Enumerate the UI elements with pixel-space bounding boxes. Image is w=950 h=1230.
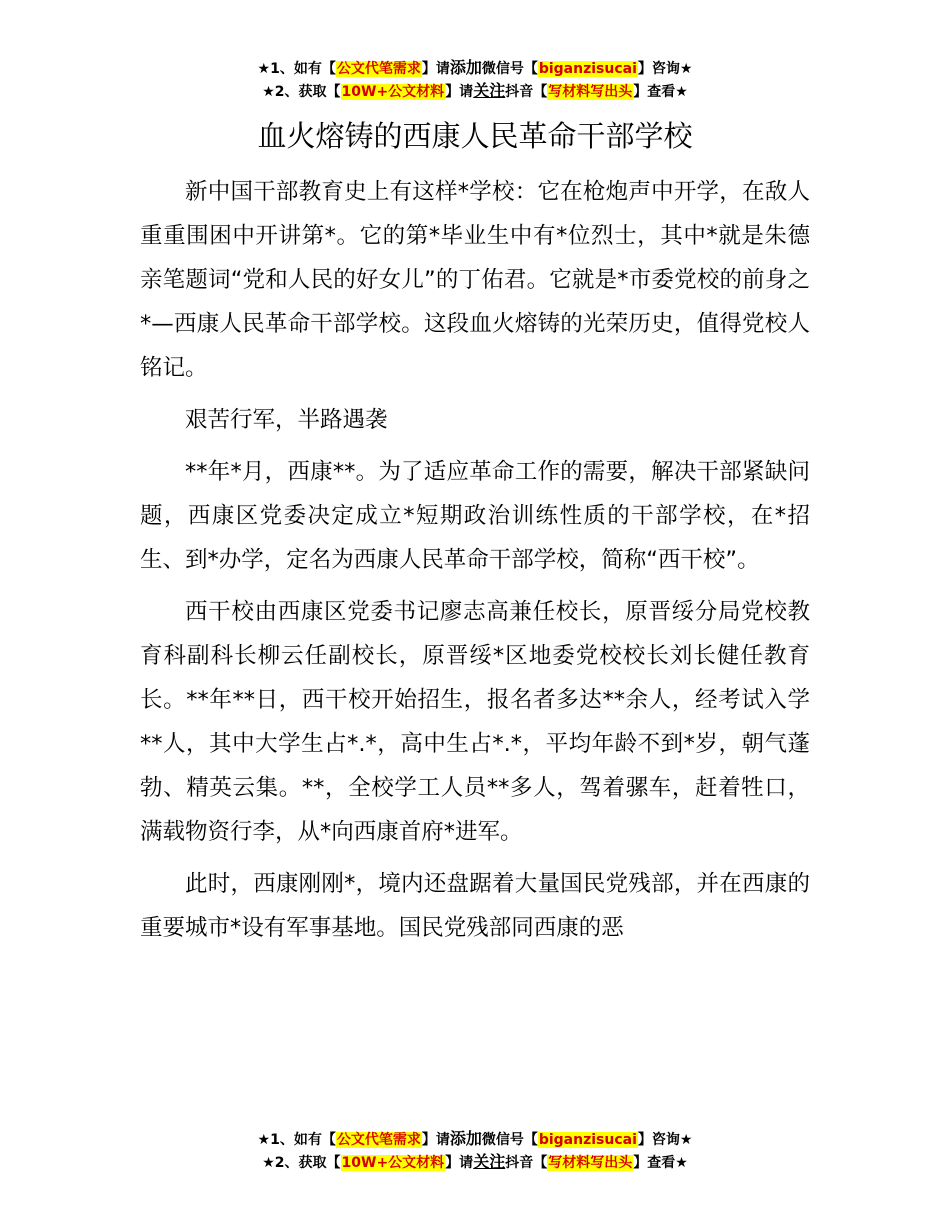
section-heading: 艰苦行军，半路遇袭: [185, 407, 388, 433]
highlight-service: 公文代笔需求: [336, 61, 421, 77]
header-banner: [0, 57, 950, 103]
footer-line-1: ★1、如有【公文代笔需求】请添加微信号【biganzisucai】咨询★: [257, 1129, 693, 1148]
highlight-wechat-id: biganzisucai: [538, 61, 637, 77]
highlight-materials: 10W+公文材料: [341, 84, 445, 100]
banner-line-1: ★1、如有【公文代笔需求】请添加微信号【biganzisucai】咨询★: [257, 58, 693, 77]
paragraph: **年*月，西康**。为了适应革命工作的需要，解决干部紧缺问题，西康区党委决定成立*短期政治训练性质的干部学校，在*招生、到*办学，定名为西康人民革命干部学校，简称“西干校”。: [140, 459, 810, 573]
footer-banner: [0, 1128, 950, 1174]
paragraph: 此时，西康刚刚*，境内还盘踞着大量国民党残部，并在西康的重要城市*设有军事基地。国民党残部同西康的恶: [140, 871, 810, 941]
paragraph: 新中国干部教育史上有这样*学校：它在枪炮声中开学，在敌人重重围困中开讲第*。它的第*毕业生中有*位烈士，其中*就是朱德亲笔题词“党和人民的好女儿”的丁佑君。它就是*市委党校的前身之*—西康人民革命干部学校。这段血火熔铸的光荣历史，值得党校人铭记。: [140, 179, 810, 381]
highlight-douyin: 写材料写出头: [548, 84, 633, 100]
banner-line-2: ★2、获取【10W+公文材料】请关注抖音【写材料写出头】查看★: [262, 81, 688, 100]
paragraph: 西干校由西康区党委书记廖志高兼任校长，原晋绥分局党校教育科副科长柳云任副校长，原晋绥*区地委党校校长刘长健任教育长。**年**日，西干校开始招生，报名者多达**余人，经考试入学**人，其中大学生占*.*，高中生占*.*，平均年龄不到*岁，朝气蓬勃、精英云集。**，全校学工人员**多人，驾着骡车，赶着牲口，满载物资行李，从*向西康首府*进军。: [140, 599, 810, 845]
document-body: [140, 170, 810, 958]
footer-line-2: ★2、获取【10W+公文材料】请关注抖音【写材料写出头】查看★: [262, 1152, 688, 1171]
document-title: 血火熔铸的西康人民革命干部学校: [257, 119, 693, 153]
